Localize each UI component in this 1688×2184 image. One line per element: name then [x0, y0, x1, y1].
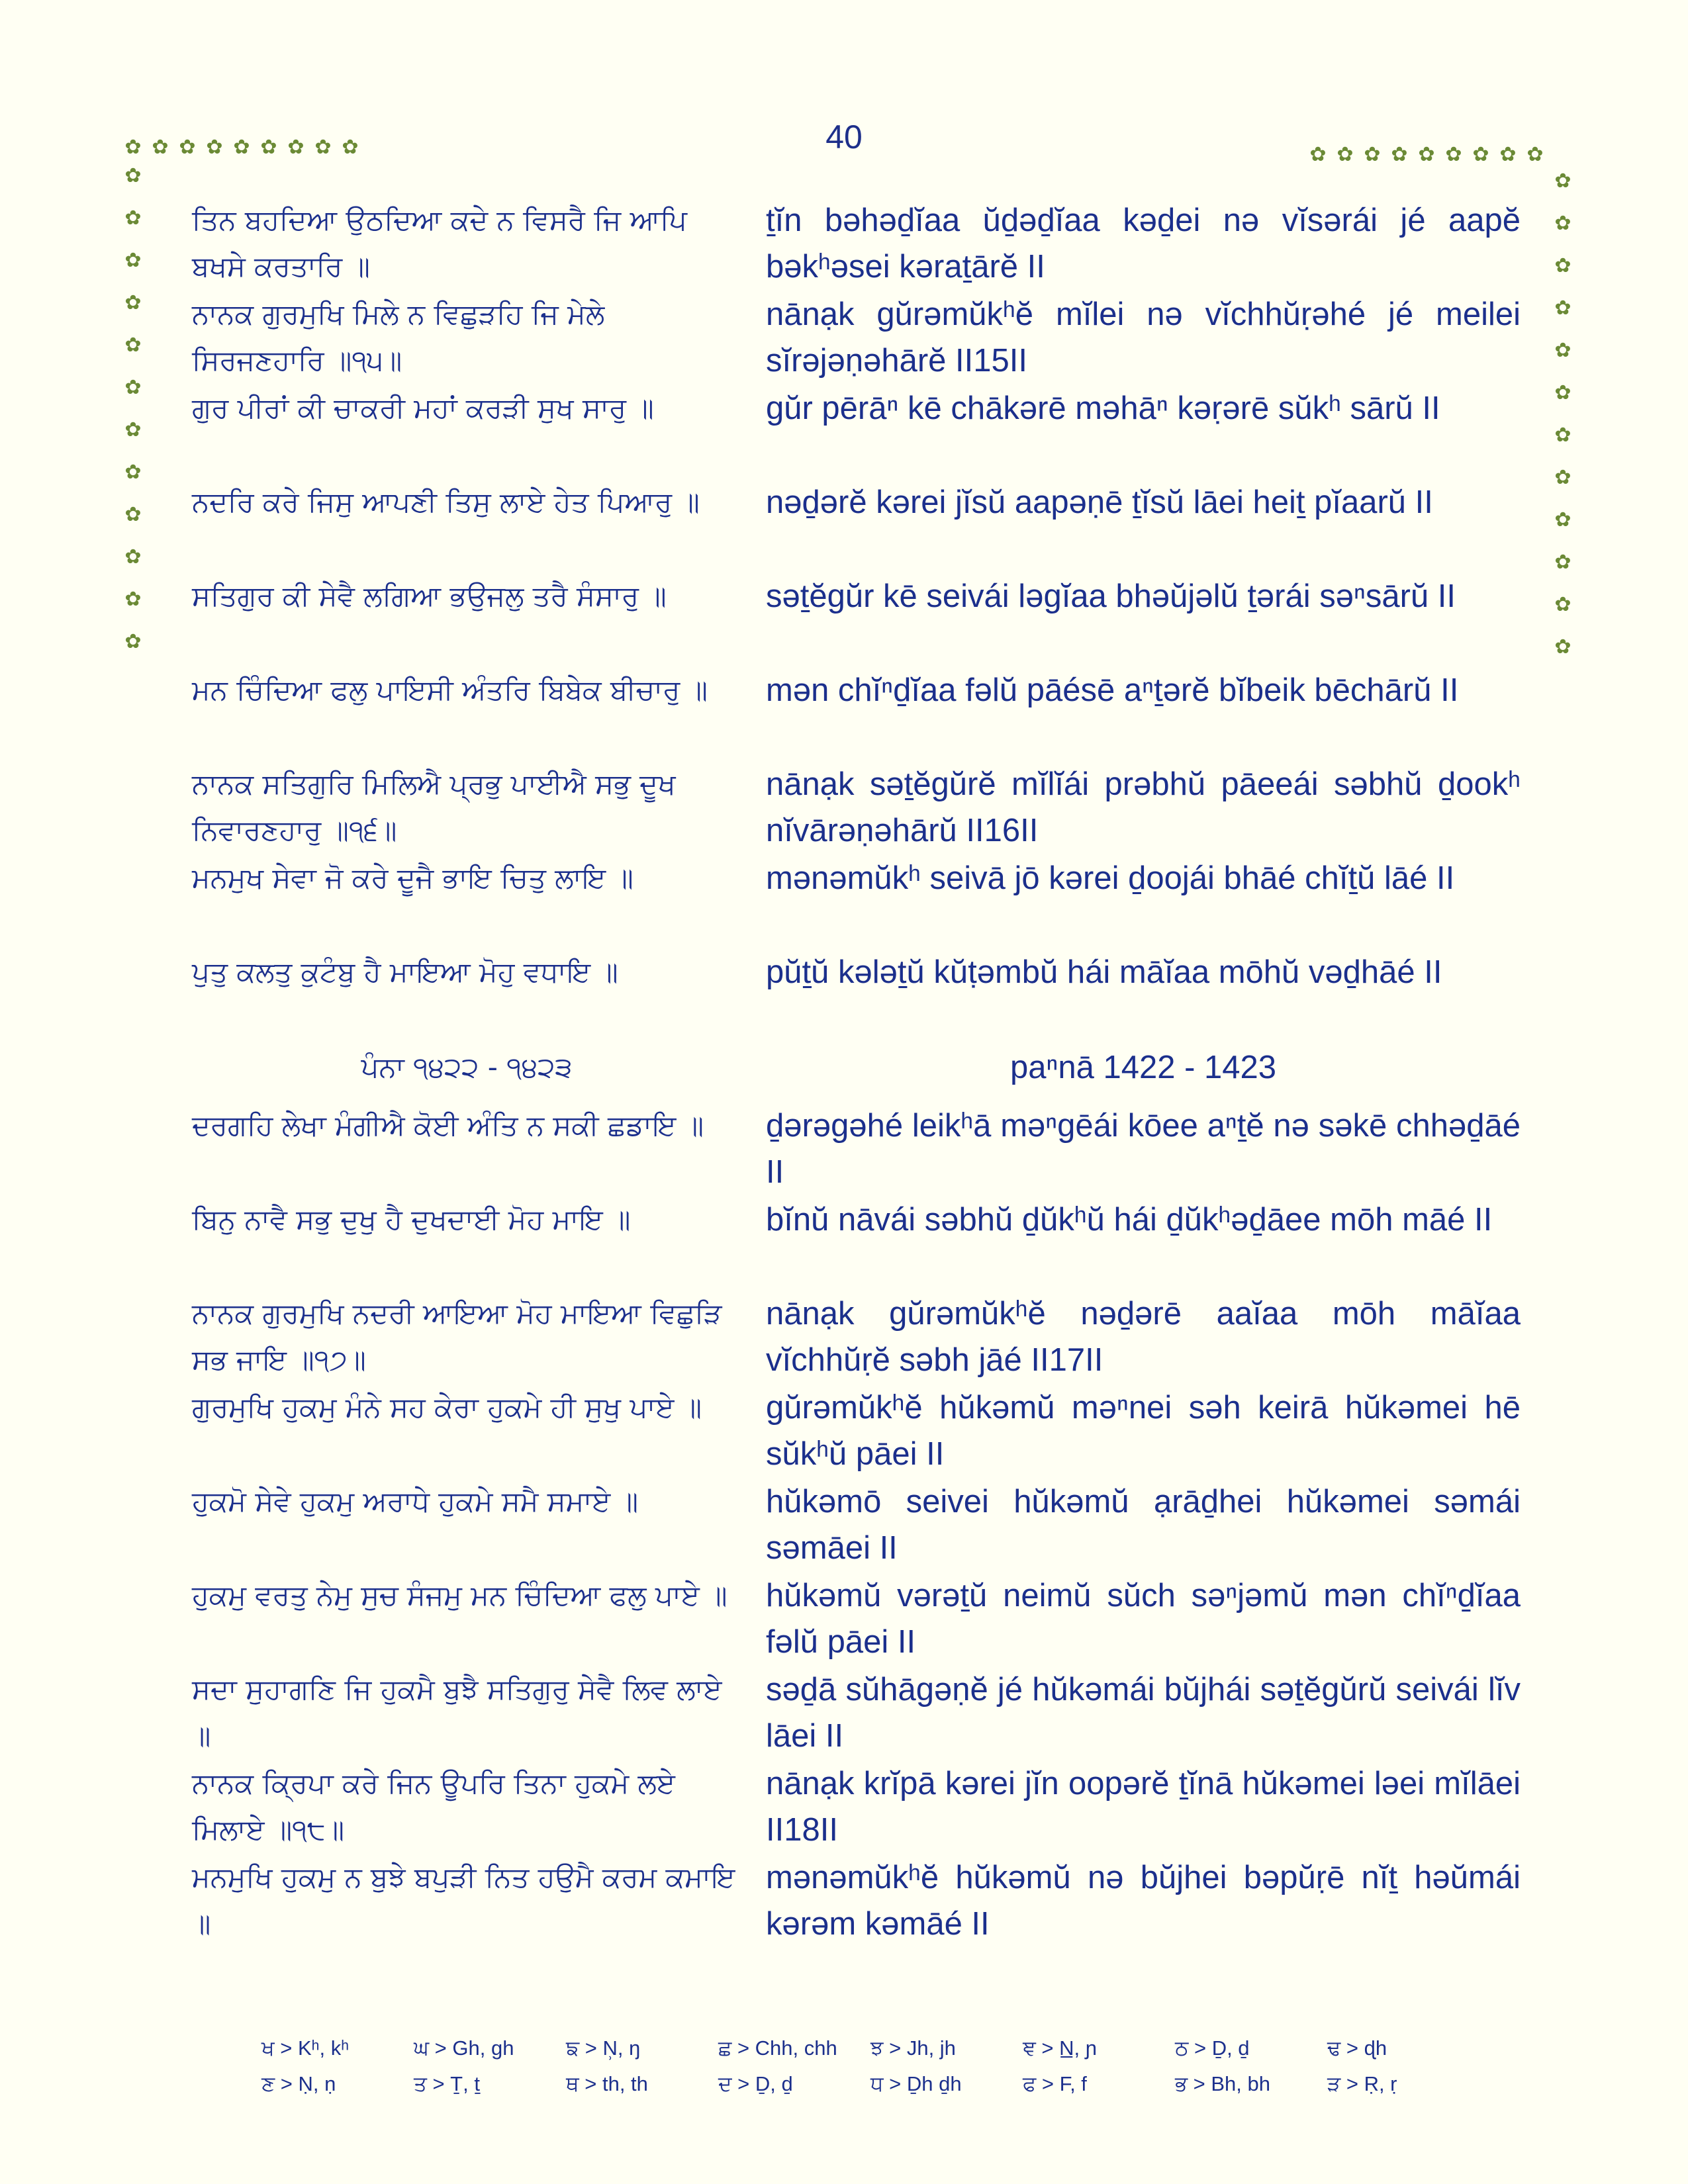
verse-gurmukhi: ਨਾਨਕ ਗੁਰਮੁਖਿ ਮਿਲੇ ਨ ਵਿਛੁੜਹਿ ਜਿ ਮੇਲੇ ਸਿਰਜਣਹਾਰਿ ॥੧੫॥: [192, 298, 605, 377]
flower-icon: ✿: [1554, 212, 1571, 235]
flower-icon: ✿: [1391, 143, 1408, 166]
verse-gurmukhi: ਦਰਗਹਿ ਲੇਖਾ ਮੰਗੀਐ ਕੋਈ ਅੰਤਿ ਨ ਸਕੀ ਛਡਾਇ ॥: [192, 1109, 704, 1142]
verse-gurmukhi: ਗੁਰ ਪੀਰਾਂ ਕੀ ਚਾਕਰੀ ਮਹਾਂ ਕਰੜੀ ਸੁਖ ਸਾਰੁ ॥: [192, 392, 654, 424]
legend-item: ਥ > th, th: [566, 2071, 648, 2095]
verse-gurmukhi: ਨਾਨਕ ਕ੍ਰਿਪਾ ਕਰੇ ਜਿਨ ਊਪਰਿ ਤਿਨਾ ਹੁਕਮੇ ਲਏ ਮਿਲਾਏ ॥੧੮॥: [192, 1767, 675, 1846]
verse-transliteration: gŭrəmŭkʰĕ hŭkəmŭ məⁿnei səh keirā hŭkəmei hē sŭkʰŭ pāei II: [766, 1390, 1521, 1472]
flower-icon: ✿: [124, 291, 142, 314]
flower-icon: ✿: [1554, 339, 1571, 362]
flower-icon: ✿: [1554, 169, 1571, 193]
flower-icon: ✿: [260, 136, 277, 159]
flower-icon: ✿: [1445, 143, 1462, 166]
flower-icon: ✿: [1472, 143, 1489, 166]
flower-icon: ✿: [179, 136, 196, 159]
verse-transliteration: nānạk gŭrəmŭkʰĕ nəḏərē aaĭaa mōh māĭaa vĭchhŭṛĕ səbh jāé II17II: [766, 1296, 1521, 1378]
flower-icon: ✿: [314, 136, 332, 159]
flower-icon: ✿: [124, 334, 142, 357]
flower-icon: ✿: [1418, 143, 1435, 166]
flower-icon: ✿: [124, 588, 142, 611]
legend-item: ਧ > Ḏh ḏh: [870, 2071, 962, 2095]
flower-icon: ✿: [1309, 143, 1327, 166]
verse-transliteration: nānạk səṯĕgŭrĕ mĭlĭái prəbhŭ pāeeái səbhŭ ḏookʰ nĭvārəṇəhārŭ II16II: [766, 766, 1521, 848]
legend-row: [261, 2030, 1493, 2066]
legend-item: ੜ > Ṛ, ṛ: [1327, 2071, 1397, 2095]
verse-gurmukhi: ਪੁਤੁ ਕਲਤੁ ਕੁਟੰਬੁ ਹੈ ਮਾਇਆ ਮੋਹੁ ਵਧਾਇ ॥: [192, 956, 618, 988]
flower-icon: ✿: [124, 249, 142, 272]
flower-icon: ✿: [1526, 143, 1544, 166]
legend-row: [261, 2066, 1493, 2102]
verse-transliteration: nānạk gŭrəmŭkʰĕ mĭlei nə vĭchhŭṛəhé jé meilei sĭrəjəṇəhārĕ II15II: [766, 296, 1521, 379]
verse-gurmukhi: ਮਨਮੁਖਿ ਹੁਕਮੁ ਨ ਬੁਝੇ ਬਪੁੜੀ ਨਿਤ ਹਉਮੈ ਕਰਮ ਕਮਾਇ ॥: [192, 1861, 735, 1940]
page-range-transliteration: paⁿnā 1422 - 1423: [1009, 1050, 1277, 1085]
verse-transliteration: mənəmŭkʰĕ hŭkəmŭ nə bŭjhei bəpŭṛē nĭṯ həŭmái kərəm kəmāé II: [766, 1860, 1521, 1942]
legend-item: ਛ > Chh, chh: [718, 2036, 837, 2060]
flower-icon: ✿: [1554, 635, 1571, 659]
verse-transliteration: hŭkəmŭ vərəṯŭ neimŭ sŭch səⁿjəmŭ mən chĭⁿḏĭaa fəlŭ pāei II: [766, 1578, 1521, 1660]
verse-transliteration: pŭṯŭ kələṯŭ kŭṭəmbŭ hái māĭaa mōhŭ vəḏhāé II: [766, 954, 1442, 990]
flower-icon: ✿: [1336, 143, 1354, 166]
legend-item: ਝ > Jh, jh: [870, 2036, 956, 2060]
legend-item: ਦ > Ḏ, ḏ: [718, 2071, 793, 2095]
legend-item: ਘ > Gh, gh: [414, 2036, 514, 2060]
verse-gurmukhi: ਹੁਕਮੋ ਸੇਵੇ ਹੁਕਮੁ ਅਰਾਧੇ ਹੁਕਮੇ ਸਮੈ ਸਮਾਏ ॥: [192, 1485, 639, 1518]
flower-icon: ✿: [124, 206, 142, 230]
verse-gurmukhi: ਨਾਨਕ ਗੁਰਮੁਖਿ ਨਦਰੀ ਆਇਆ ਮੋਹ ਮਾਇਆ ਵਿਛੁੜਿ ਸਭ ਜਾਇ ॥੧੭॥: [192, 1297, 722, 1376]
verse-transliteration: nānạk krĭpā kərei jĭn oopərĕ ṯĭnā hŭkəmei ləei mĭlāei II18II: [766, 1766, 1521, 1848]
flower-icon: ✿: [1554, 551, 1571, 574]
flower-icon: ✿: [233, 136, 250, 159]
verse-transliteration: səḏā sŭhāgəṇĕ jé hŭkəmái bŭjhái səṯĕgŭrŭ seivái lĭv lāei II: [766, 1672, 1521, 1754]
flower-icon: ✿: [124, 503, 142, 526]
flower-icon: ✿: [206, 136, 223, 159]
flower-icon: ✿: [1554, 593, 1571, 616]
verse-gurmukhi: ਹੁਕਮੁ ਵਰਤੁ ਨੇਮੁ ਸੁਚ ਸੰਜਮੁ ਮਨ ਚਿੰਦਿਆ ਫਲੁ ਪਾਏ ॥: [192, 1579, 727, 1612]
verse-transliteration: nəḏərĕ kərei jĭsŭ aapəṇē ṯĭsŭ lāei heiṯ pĭaarŭ II: [766, 484, 1433, 520]
flower-icon: ✿: [152, 136, 169, 159]
verse-gurmukhi: ਨਦਰਿ ਕਰੇ ਜਿਸੁ ਆਪਣੀ ਤਿਸੁ ਲਾਏ ਹੇਤ ਪਿਆਰੁ ॥: [192, 486, 700, 518]
flower-icon: ✿: [124, 630, 142, 653]
verse-gurmukhi: ਸਦਾ ਸੁਹਾਗਣਿ ਜਿ ਹੁਕਮੈ ਬੁਝੈ ਸਤਿਗੁਰੁ ਸੇਵੈ ਲਿਵ ਲਾਏ ॥: [192, 1673, 722, 1752]
flower-icon: ✿: [1499, 143, 1517, 166]
verse-gurmukhi: ਨਾਨਕ ਸਤਿਗੁਰਿ ਮਿਲਿਐ ਪ੍ਰਭੁ ਪਾਈਐ ਸਭੁ ਦੂਖ ਨਿਵਾਰਣਹਾਰੁ ॥੧੬॥: [192, 768, 676, 846]
legend-item: ਢ > ɖh: [1327, 2036, 1387, 2060]
verse-gurmukhi: ਸਤਿਗੁਰ ਕੀ ਸੇਵੈ ਲਗਿਆ ਭਉਜਲੁ ਤਰੈ ਸੰਸਾਰੁ ॥: [192, 580, 667, 612]
verse-transliteration: səṯĕgŭr kē seivái ləgĭaa bhəŭjəlŭ ṯərái səⁿsārŭ II: [766, 578, 1456, 614]
flower-icon: ✿: [342, 136, 359, 159]
flower-icon: ✿: [1554, 508, 1571, 531]
flower-icon: ✿: [1554, 254, 1571, 277]
verse-gurmukhi: ਮਨਮੁਖ ਸੇਵਾ ਜੋ ਕਰੇ ਦੂਜੈ ਭਾਇ ਚਿਤੁ ਲਾਇ ॥: [192, 862, 633, 894]
legend-item: ਖ > Kʰ, kʰ: [261, 2036, 350, 2060]
verse-transliteration: mən chĭⁿḏĭaa fəlŭ pāésē aⁿṯərĕ bĭbeik bēchārŭ II: [766, 672, 1459, 708]
flower-icon: ✿: [124, 376, 142, 399]
verse-gurmukhi: ਤਿਨ ਬਹਦਿਆ ਉਠਦਿਆ ਕਦੇ ਨ ਵਿਸਰੈ ਜਿ ਆਪਿ ਬਖਸੇ ਕਰਤਾਰਿ ॥: [192, 204, 687, 283]
flower-icon: ✿: [124, 418, 142, 441]
verse-gurmukhi: ਮਨ ਚਿੰਦਿਆ ਫਲੁ ਪਾਇਸੀ ਅੰਤਰਿ ਬਿਬੇਕ ਬੀਚਾਰੁ ॥: [192, 674, 708, 706]
transliteration-legend: [261, 2030, 1493, 2102]
flower-icon: ✿: [124, 545, 142, 569]
verse-gurmukhi: ਬਿਨੁ ਨਾਵੈ ਸਭੁ ਦੁਖੁ ਹੈ ਦੁਖਦਾਈ ਮੋਹ ਮਾਇ ॥: [192, 1203, 631, 1236]
verse-transliteration: hŭkəmō seivei hŭkəmŭ ạrāḏhei hŭkəmei səmái səmāei II: [766, 1484, 1521, 1566]
flower-icon: ✿: [124, 164, 142, 187]
flower-icon: ✿: [287, 136, 305, 159]
flower-icon: ✿: [1554, 424, 1571, 447]
flower-icon: ✿: [1554, 296, 1571, 320]
legend-item: ਣ > Ṇ, ṇ: [261, 2071, 336, 2095]
legend-item: ਙ > N̹, ŋ: [566, 2036, 641, 2060]
verse-transliteration: ḏərəgəhé leikʰā məⁿgēái kōee aⁿṯĕ nə səkē chhəḏāé II: [766, 1108, 1521, 1190]
flower-icon: ✿: [1554, 381, 1571, 404]
legend-item: ਞ > N̲, ɲ: [1023, 2036, 1097, 2060]
legend-item: ਤ > Ṯ, ṯ: [414, 2071, 480, 2095]
verse-transliteration: bĭnŭ nāvái səbhŭ ḏŭkʰŭ hái ḏŭkʰəḏāee mōh māé II: [766, 1202, 1493, 1238]
verse-gurmukhi: ਗੁਰਮੁਖਿ ਹੁਕਮੁ ਮੰਨੇ ਸਹ ਕੇਰਾ ਹੁਕਮੇ ਹੀ ਸੁਖੁ ਪਾਏ ॥: [192, 1391, 702, 1424]
verse-transliteration: gŭr pērāⁿ kē chākərē məhāⁿ kəṛərē sŭkʰ sārŭ II: [766, 390, 1440, 426]
legend-item: ਫ > F, f: [1023, 2071, 1087, 2095]
page-number: 40: [825, 118, 863, 156]
flower-icon: ✿: [1554, 466, 1571, 489]
legend-item: ਠ > Ḏ, ḏ: [1175, 2036, 1250, 2060]
flower-icon: ✿: [1364, 143, 1381, 166]
flower-icon: ✿: [124, 136, 142, 159]
page-range-gurmukhi: ਪੰਨਾ ੧੪੨੨ - ੧੪੨੩: [361, 1051, 573, 1083]
verse-transliteration: ṯĭn bəhəḏĭaa ŭḏəḏĭaa kəḏei nə vĭsərái jé aapĕ bəkʰəsei kəraṯārĕ II: [766, 203, 1521, 285]
legend-item: ਭ > Bh, bh: [1175, 2071, 1270, 2095]
flower-icon: ✿: [124, 461, 142, 484]
verse-transliteration: mənəmŭkʰ seivā jō kərei ḏoojái bhāé chĭṯŭ lāé II: [766, 860, 1455, 896]
